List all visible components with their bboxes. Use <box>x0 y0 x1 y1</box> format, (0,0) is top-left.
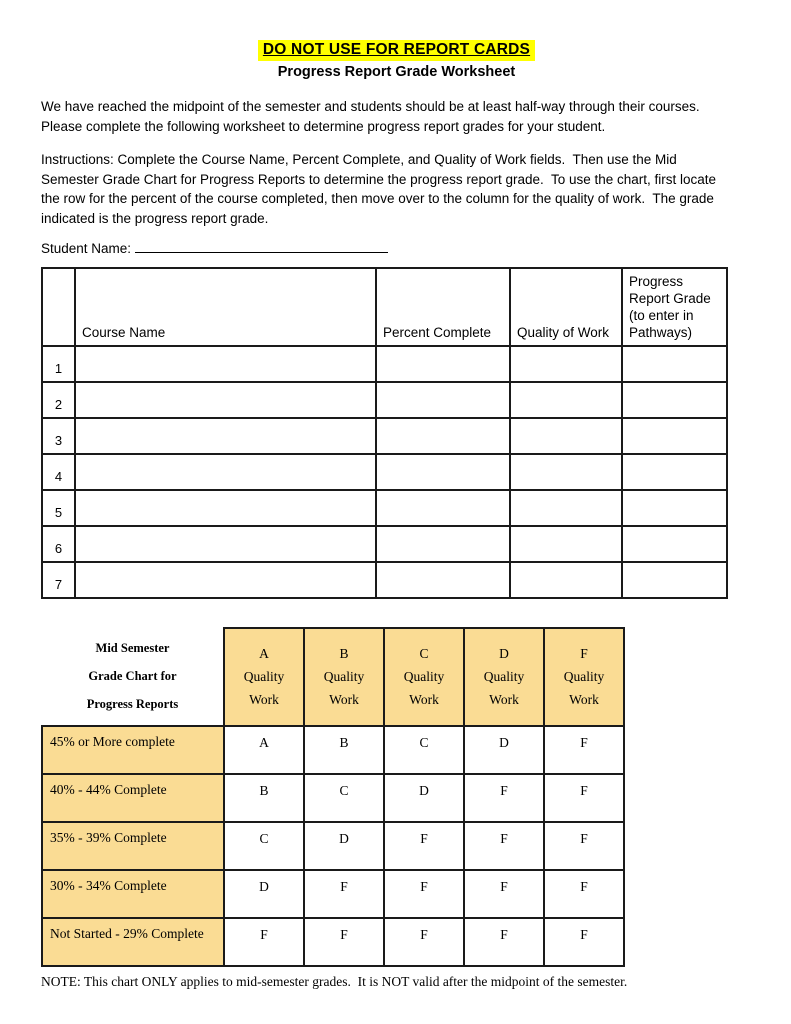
percent-complete-cell[interactable] <box>376 382 510 418</box>
grade-cell: D <box>384 774 464 822</box>
percent-complete-cell[interactable] <box>376 454 510 490</box>
worksheet-row <box>42 418 727 454</box>
grade-chart-table <box>41 627 625 967</box>
grade-cell: F <box>544 822 624 870</box>
student-name-label: Student Name: <box>41 241 132 256</box>
quality-of-work-cell[interactable] <box>510 382 622 418</box>
worksheet-row <box>42 526 727 562</box>
grade-cell: F <box>384 870 464 918</box>
grade-chart-title-line: Progress Reports <box>86 697 179 711</box>
grade-cell: F <box>464 822 544 870</box>
grade-column-header-a: A Quality Work <box>224 628 304 726</box>
percent-complete-cell[interactable] <box>376 346 510 382</box>
grade-cell: F <box>544 918 624 966</box>
course-name-cell[interactable] <box>75 490 376 526</box>
grade-cell: B <box>304 726 384 774</box>
worksheet-row <box>42 346 727 382</box>
row-number-cell: 7 <box>42 562 75 598</box>
grade-chart-row <box>42 822 624 870</box>
grade-cell: C <box>304 774 384 822</box>
row-number-cell: 2 <box>42 382 75 418</box>
percent-range-label: 40% - 44% Complete <box>42 774 224 822</box>
report-grade-cell[interactable] <box>622 382 727 418</box>
grade-cell: F <box>224 918 304 966</box>
student-name-blank[interactable] <box>135 241 388 253</box>
grade-chart-title-line: Mid Semester <box>95 641 170 655</box>
grade-cell: F <box>304 870 384 918</box>
quality-of-work-cell[interactable] <box>510 562 622 598</box>
row-number-cell: 3 <box>42 418 75 454</box>
quality-of-work-cell[interactable] <box>510 346 622 382</box>
course-name-cell[interactable] <box>75 382 376 418</box>
row-number-cell: 5 <box>42 490 75 526</box>
grade-cell: F <box>544 726 624 774</box>
worksheet-header-row <box>42 268 727 346</box>
grade-cell: F <box>464 870 544 918</box>
row-number-cell: 1 <box>42 346 75 382</box>
percent-range-label: Not Started - 29% Complete <box>42 918 224 966</box>
report-grade-cell[interactable] <box>622 454 727 490</box>
grade-cell: A <box>224 726 304 774</box>
worksheet-row <box>42 490 727 526</box>
grade-cell: F <box>304 918 384 966</box>
report-grade-cell[interactable] <box>622 346 727 382</box>
grade-cell: F <box>544 774 624 822</box>
course-name-cell[interactable] <box>75 526 376 562</box>
worksheet-row <box>42 454 727 490</box>
grade-cell: D <box>224 870 304 918</box>
row-number-cell: 4 <box>42 454 75 490</box>
worksheet-table <box>41 267 728 599</box>
percent-complete-cell[interactable] <box>376 418 510 454</box>
grade-column-header-b: B Quality Work <box>304 628 384 726</box>
grade-chart-row <box>42 870 624 918</box>
grade-chart-row <box>42 726 624 774</box>
banner-row <box>41 40 752 61</box>
grade-column-header-d: D Quality Work <box>464 628 544 726</box>
grade-cell: F <box>384 822 464 870</box>
quality-of-work-cell[interactable] <box>510 418 622 454</box>
footer-note: NOTE: This chart ONLY applies to mid-semester grades. It is NOT valid after the midpoint of the semester. <box>41 974 628 989</box>
worksheet-row <box>42 562 727 598</box>
header-course-name: Course Name <box>75 268 376 346</box>
page-title: Progress Report Grade Worksheet <box>277 64 516 80</box>
percent-complete-cell[interactable] <box>376 526 510 562</box>
grade-column-header-f: F Quality Work <box>544 628 624 726</box>
percent-complete-cell[interactable] <box>376 562 510 598</box>
grade-cell: F <box>464 918 544 966</box>
percent-complete-cell[interactable] <box>376 490 510 526</box>
course-name-cell[interactable] <box>75 418 376 454</box>
do-not-use-banner: DO NOT USE FOR REPORT CARDS <box>258 40 535 61</box>
report-grade-cell[interactable] <box>622 526 727 562</box>
grade-cell: B <box>224 774 304 822</box>
report-grade-cell[interactable] <box>622 490 727 526</box>
header-quality-of-work: Quality of Work <box>510 268 622 346</box>
header-row-number <box>42 268 75 346</box>
grade-cell: C <box>384 726 464 774</box>
report-grade-cell[interactable] <box>622 418 727 454</box>
intro-paragraph: We have reached the midpoint of the semester and students should be at least half-way through their courses. Please complete the following worksheet to determine progress report grades for your student. <box>41 99 708 134</box>
grade-cell: D <box>464 726 544 774</box>
percent-range-label: 30% - 34% Complete <box>42 870 224 918</box>
percent-range-label: 45% or More complete <box>42 726 224 774</box>
grade-column-header-c: C Quality Work <box>384 628 464 726</box>
grade-chart-row <box>42 918 624 966</box>
grade-cell: D <box>304 822 384 870</box>
percent-range-label: 35% - 39% Complete <box>42 822 224 870</box>
quality-of-work-cell[interactable] <box>510 490 622 526</box>
grade-cell: F <box>464 774 544 822</box>
quality-of-work-cell[interactable] <box>510 454 622 490</box>
grade-chart-title <box>42 628 224 726</box>
grade-cell: C <box>224 822 304 870</box>
grade-cell: F <box>544 870 624 918</box>
grade-chart-title-line: Grade Chart for <box>88 669 177 683</box>
course-name-cell[interactable] <box>75 562 376 598</box>
worksheet-row <box>42 382 727 418</box>
grade-cell: F <box>384 918 464 966</box>
course-name-cell[interactable] <box>75 454 376 490</box>
student-name-row <box>41 241 752 256</box>
row-number-cell: 6 <box>42 526 75 562</box>
quality-of-work-cell[interactable] <box>510 526 622 562</box>
instructions-paragraph: Instructions: Complete the Course Name, Percent Complete, and Quality of Work fields. Then use the Mid Semester Grade Chart for Progress Reports to determine the progress report grade. To use the chart, first locate the row for the percent of the course completed, then move over to the column for the quality of work. The grade indicated is the progress report grade. <box>41 152 720 226</box>
course-name-cell[interactable] <box>75 346 376 382</box>
grade-chart-row <box>42 774 624 822</box>
header-progress-report-grade: Progress Report Grade (to enter in Pathways) <box>622 268 727 346</box>
report-grade-cell[interactable] <box>622 562 727 598</box>
grade-chart-header-row <box>42 628 624 726</box>
header-percent-complete: Percent Complete <box>376 268 510 346</box>
